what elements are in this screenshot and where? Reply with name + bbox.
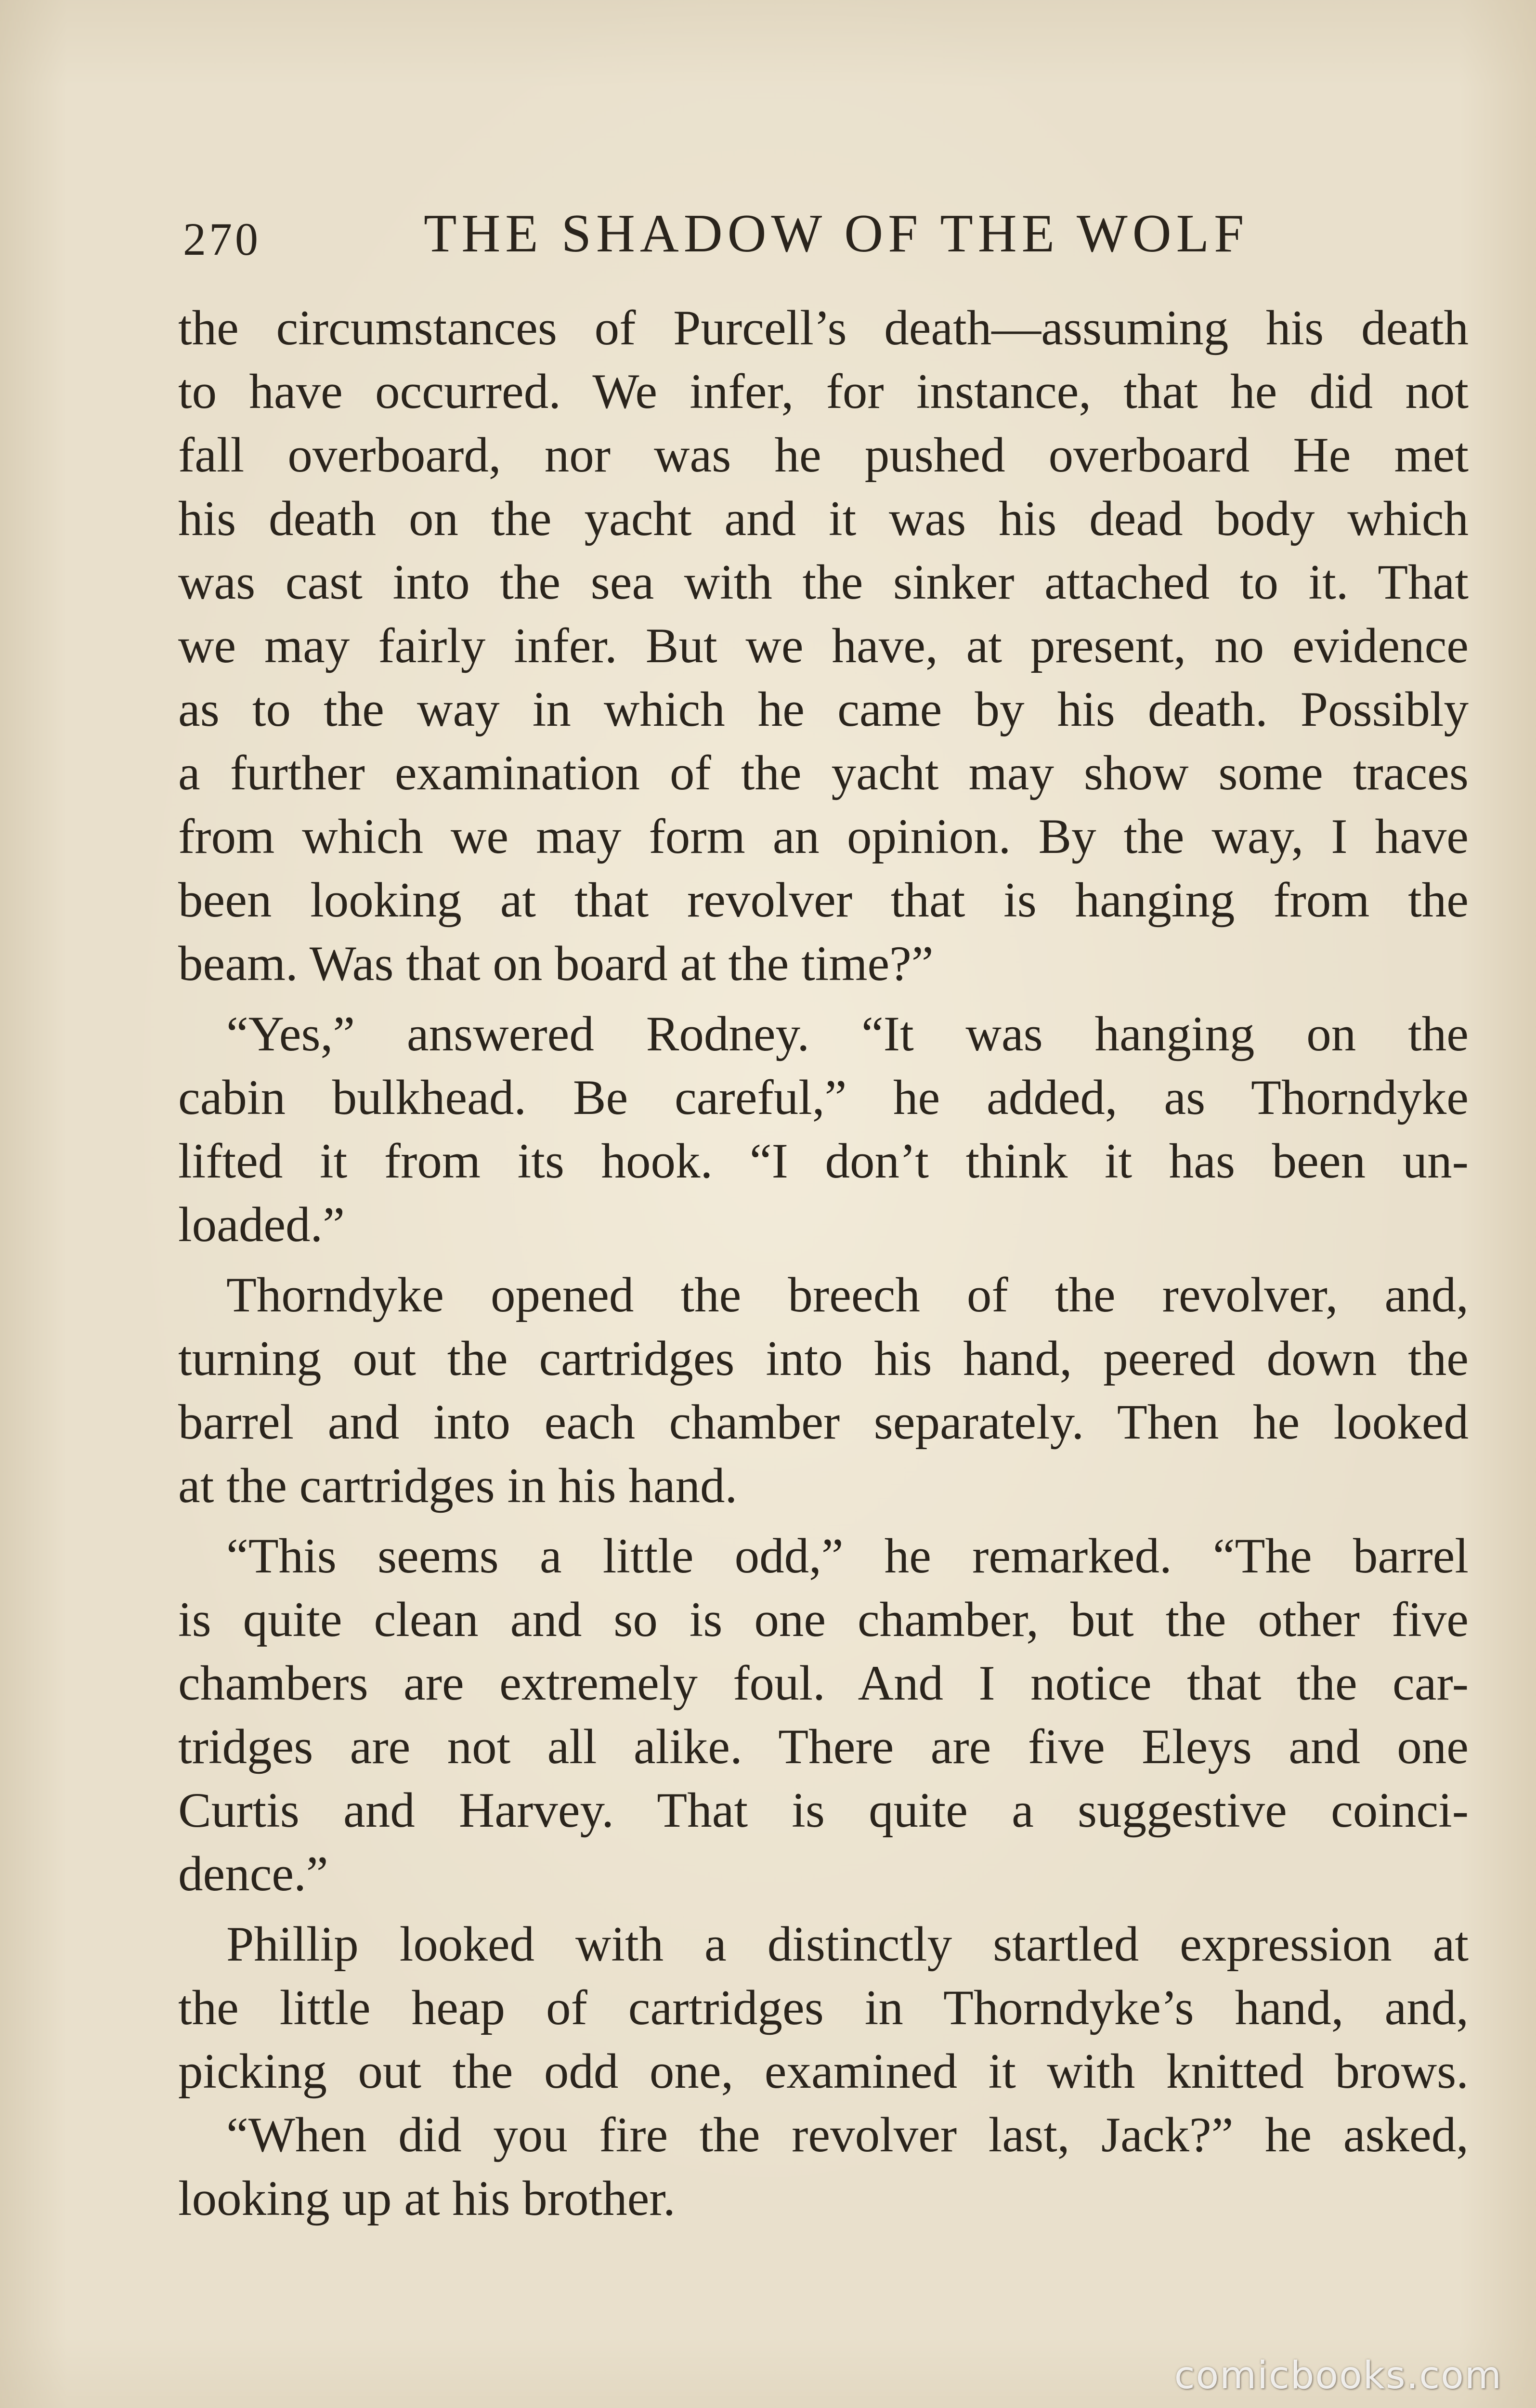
text-line: “Yes,” answered Rodney. “It was hanging on the bbox=[226, 1007, 1469, 1061]
text-line: loaded.” bbox=[178, 1197, 345, 1252]
text-line: chambers are extremely foul. And I notice that the car- bbox=[178, 1656, 1469, 1711]
watermark: comicbooks.com bbox=[1174, 2354, 1502, 2397]
text-line: picking out the odd one, examined it with knitted brows. bbox=[178, 2044, 1469, 2099]
text-line: Phillip looked with a distinctly startled expression at bbox=[226, 1917, 1469, 1972]
paragraph bbox=[178, 2103, 1469, 2230]
body-text bbox=[178, 296, 1469, 2230]
running-head bbox=[183, 202, 1454, 275]
text-line: “When did you fire the revolver last, Jack?” he asked, bbox=[226, 2107, 1469, 2162]
paragraph bbox=[178, 1912, 1469, 2103]
text-line: as to the way in which he came by his death. Possibly bbox=[178, 682, 1469, 737]
text-line: the circumstances of Purcell’s death—assuming his death bbox=[178, 301, 1469, 355]
text-line: lifted it from its hook. “I don’t think it has been un- bbox=[178, 1134, 1469, 1189]
text-line: tridges are not all alike. There are five Eleys and one bbox=[178, 1719, 1469, 1774]
text-line: been looking at that revolver that is hanging from the bbox=[178, 873, 1469, 928]
paragraph bbox=[178, 296, 1469, 995]
page-number: 270 bbox=[183, 213, 261, 265]
text-line: Curtis and Harvey. That is quite a suggestive coinci- bbox=[178, 1783, 1469, 1838]
text-line: at the cartridges in his hand. bbox=[178, 1458, 738, 1513]
text-line: to have occurred. We infer, for instance, that he did not bbox=[178, 364, 1469, 419]
text-line: turning out the cartridges into his hand, peered down the bbox=[178, 1331, 1469, 1386]
text-line: fall overboard, nor was he pushed overboard He met bbox=[178, 428, 1469, 483]
running-title: THE SHADOW OF THE WOLF bbox=[424, 204, 1249, 263]
text-line: “This seems a little odd,” he remarked. “The barrel bbox=[226, 1529, 1469, 1584]
text-line: beam. Was that on board at the time?” bbox=[178, 936, 934, 991]
text-line: cabin bulkhead. Be careful,” he added, as Thorndyke bbox=[178, 1070, 1469, 1125]
text-line: we may fairly infer. But we have, at present, no evidence bbox=[178, 618, 1469, 673]
text-line: a further examination of the yacht may show some traces bbox=[178, 746, 1469, 800]
paragraph bbox=[178, 1524, 1469, 1906]
text-line: barrel and into each chamber separately. Then he looked bbox=[178, 1395, 1469, 1450]
text-line: the little heap of cartridges in Thorndyke’s hand, and, bbox=[178, 1980, 1469, 2035]
text-line: is quite clean and so is one chamber, but the other five bbox=[178, 1592, 1469, 1647]
text-line: from which we may form an opinion. By the way, I have bbox=[178, 809, 1469, 864]
text-line: dence.” bbox=[178, 1846, 328, 1901]
paragraph bbox=[178, 1263, 1469, 1518]
text-line: Thorndyke opened the breech of the revolver, and, bbox=[226, 1268, 1469, 1322]
text-line: was cast into the sea with the sinker attached to it. That bbox=[178, 555, 1469, 610]
text-line: looking up at his brother. bbox=[178, 2171, 676, 2226]
text-line: his death on the yacht and it was his dead body which bbox=[178, 491, 1469, 546]
paragraph bbox=[178, 1002, 1469, 1256]
